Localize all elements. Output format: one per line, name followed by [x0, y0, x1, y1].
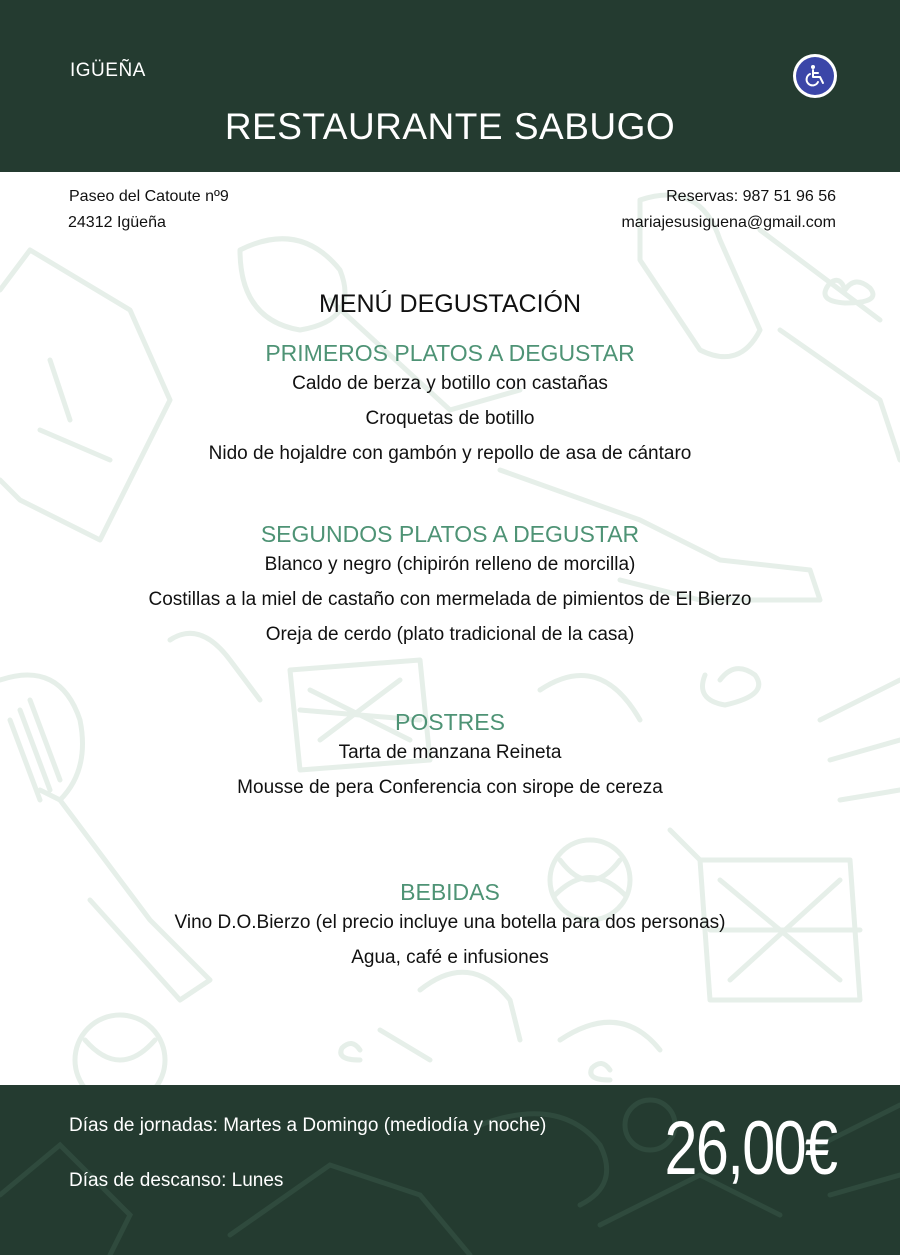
menu-item: Costillas a la miel de castaño con mermelada de pimientos de El Bierzo: [148, 589, 752, 610]
section-heading: PRIMEROS PLATOS A DEGUSTAR: [265, 340, 635, 366]
menu-title: MENÚ DEGUSTACIÓN: [318, 290, 582, 318]
wheelchair-icon: [802, 63, 828, 89]
opening-days: Días de jornadas: Martes a Domingo (mediodía y noche): [69, 1115, 547, 1136]
reservation-phone: Reservas: 987 51 96 56: [666, 188, 836, 205]
menu-section-primeros: [0, 340, 900, 471]
menu-item: Caldo de berza y botillo con castañas: [292, 373, 608, 394]
menu-item: Vino D.O.Bierzo (el precio incluye una botella para dos personas): [174, 912, 726, 933]
menu-section-segundos: [0, 521, 900, 652]
menu-item: Nido de hojaldre con gambón y repollo de asa de cántaro: [208, 443, 692, 464]
menu-item: Mousse de pera Conferencia con sirope de cereza: [237, 777, 663, 798]
menu-price: 26,00€: [664, 1106, 836, 1191]
menu-item: Tarta de manzana Reineta: [338, 742, 562, 763]
rest-day: Días de descanso: Lunes: [69, 1170, 284, 1191]
menu-section-bebidas: [0, 879, 900, 975]
reservation-block: [621, 184, 836, 236]
menu-item: Croquetas de botillo: [365, 408, 535, 429]
address-line-1: Paseo del Catoute nº9: [69, 188, 229, 205]
town-name: IGÜEÑA: [70, 60, 146, 81]
accessibility-badge: [793, 54, 837, 98]
section-heading: BEBIDAS: [400, 879, 500, 905]
menu-section-postres: [0, 709, 900, 805]
address-block: [68, 184, 229, 236]
section-heading: SEGUNDOS PLATOS A DEGUSTAR: [260, 521, 640, 547]
address-line-2: 24312 Igüeña: [68, 214, 166, 231]
section-heading: POSTRES: [395, 709, 505, 735]
footer-bar: [0, 1085, 900, 1255]
menu-item: Blanco y negro (chipirón relleno de morcilla): [264, 554, 636, 575]
menu-item: Oreja de cerdo (plato tradicional de la casa): [265, 624, 635, 645]
restaurant-title: RESTAURANTE SABUGO: [224, 106, 676, 147]
contact-email: mariajesusiguena@gmail.com: [621, 214, 836, 231]
header-bar: [0, 0, 900, 172]
menu-item: Agua, café e infusiones: [351, 947, 549, 968]
